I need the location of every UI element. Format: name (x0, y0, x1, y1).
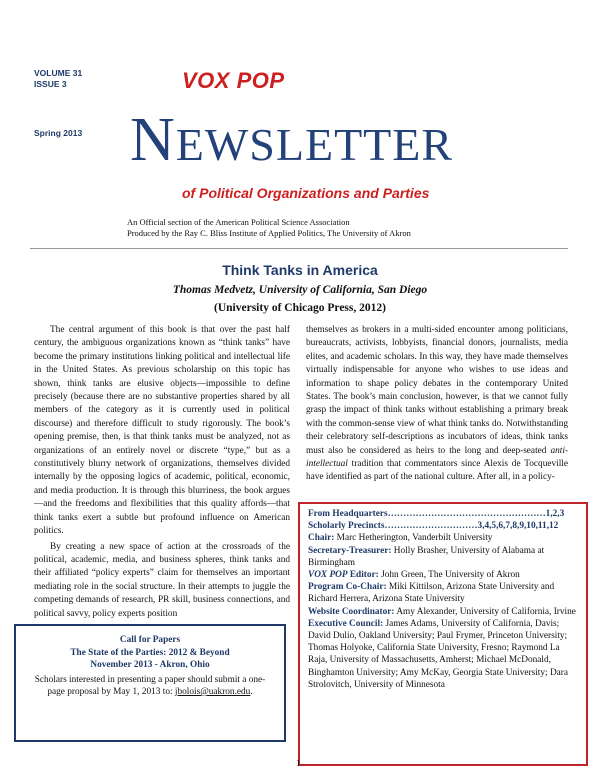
cfp-body-end: . (250, 687, 253, 697)
article-paragraph: The central argument of this book is that over the past half century, the ambiguous organizations known as “think tanks” have become the primary institutions linking political and intellectual life in the United States. As previous scholarship on this topic has shown, think tanks are elusive objects—impossible to define precisely (because there are no substantive properties shared by all members of the category as it is currently used in political discourse) and therefore difficult to study rigorously. The book’s opening premise, then, is that think tanks must be analyzed, not as organizations of an entirely novel or discrete “type,” but as a constitutively blurry network of organizations, themselves divided internally by the opposing logics of academic, political, economic, and media production. It is through this blurriness, the book argues—and the freedoms and flexibilities that this quality affords—that think tanks exert a subtle but profound influence on American politics. (34, 325, 290, 537)
official-section-note (127, 217, 411, 239)
officer-secretary-treasurer (308, 545, 578, 569)
cfp-email-link[interactable]: jbolois@uakron.edu (174, 687, 251, 697)
newsletter-rest: EWSLETTER (175, 119, 454, 170)
officer-role: Secretary-Treasurer: (308, 545, 392, 556)
article-publisher: (University of Chicago Press, 2012) (214, 302, 386, 314)
vox-pop-title: VOX POP (182, 68, 285, 93)
officer-executive-council (308, 618, 578, 691)
official-line-2: Produced by the Ray C. Bliss Institute of Applied Politics, The University of Akron (127, 228, 411, 238)
toc-entry-headquarters[interactable] (308, 508, 578, 520)
toc-pages: 3,4,5,6,7,8,9,10,11,12 (477, 521, 559, 532)
officer-editor (308, 569, 578, 581)
officer-names: John Green, The University of Akron (381, 570, 520, 581)
cfp-event: The State of the Parties: 2012 & Beyond (70, 647, 230, 658)
officer-chair (308, 532, 578, 544)
toc-label: Scholarly Precincts (308, 521, 385, 532)
officer-names: Amy Alexander, University of California, Irvine (396, 606, 576, 617)
toc-leader: ………………………… (384, 521, 478, 532)
cfp-date-place: November 2013 - Akron, Ohio (90, 660, 210, 670)
officer-names: James Adams, University of California, Davis; David Dulio, Oakland University; Paul Frymer, Princeton University; Thomas Holyoke, California State University, Fresno; Raymond La Raja, University of Massachusetts, Amherst; Michael McDonald, Binghamton University; Amy McKay, Georgia State University; Dara Strolovitch, University of Minnesota (308, 618, 569, 690)
right-text-italic: anti-intellectual (306, 445, 568, 470)
officer-role-italic: VOX POP (308, 570, 348, 581)
officer-role: Executive Council: (308, 618, 384, 629)
cfp-heading: Call for Papers (119, 635, 181, 645)
officer-names: Marc Hetherington, Vanderbilt University (336, 533, 493, 544)
officer-role: Website Coordinator: (308, 606, 395, 617)
newsletter-title (130, 108, 453, 177)
officer-role: Program Co-Chair: (308, 582, 387, 593)
newsletter-subtitle: of Political Organizations and Parties (182, 185, 430, 201)
issue-label: ISSUE 3 (34, 79, 67, 89)
masthead-divider (30, 248, 568, 249)
article-paragraph-continued (306, 324, 568, 485)
officer-website-coordinator (308, 606, 578, 618)
cfp-body-text: Scholars interested in presenting a paper should submit a one-page proposal by May 1, 2013 to: (34, 674, 266, 697)
officer-names: Miki Kittilson, Arizona State University and Richard Herrera, Arizona State University (308, 582, 555, 605)
officer-names: Holly Brasher, University of Alabama at Birmingham (308, 545, 545, 568)
article-column-right (306, 324, 568, 485)
toc-leader: …………………………………………… (387, 509, 546, 519)
toc-entry-scholarly-precincts[interactable] (308, 520, 578, 532)
cfp-body (26, 674, 274, 699)
officer-program-co-chair (308, 581, 578, 605)
article-title: Think Tanks in America (222, 262, 378, 278)
volume-label: VOLUME 31 (34, 68, 83, 78)
officer-role: Chair: (308, 533, 335, 544)
page-number: 1 (296, 758, 301, 768)
article-paragraph: By creating a new space of action at the crossroads of the political, academic, media, and business spheres, think tanks and their affiliated “policy experts” claim for themselves an important mediating role in the social structure. In their attempts to juggle the competing demands of research, PR skill, business connections, and political savvy, policy experts position (34, 541, 290, 619)
article-author: Thomas Medvetz, University of California, San Diego (172, 284, 428, 296)
toc-pages: 1,2,3 (545, 509, 565, 519)
officer-role-rest: Editor: (347, 570, 379, 581)
right-text-start: themselves as brokers in a multi-sided encounter among politicians, bureaucrats, activists, lobbyists, financial donors, journalists, media elites, and academic scholars. In this way, they have made themselves virtually indispensable for anyone who wishes to use ideas and information to shape policy debates in the contemporary United States. The book’s main conclusion, however, is that we cannot fully grasp the impact of think tanks without establishing a primary break with the common-sense view of what think tanks do. Notwithstanding their celebratory self-descriptions as incubators of ideas, think tanks must also be considered as heirs to the long and deep-seated (306, 325, 568, 456)
section-info-box (298, 502, 588, 766)
toc-label: From Headquarters (308, 509, 388, 519)
officer-role (308, 570, 379, 580)
article-column-left (34, 324, 290, 621)
call-for-papers-box (14, 624, 286, 742)
right-text-end: tradition that commentators since Alexis de Tocqueville have identified as part of the national culture. After all, in a policy- (306, 459, 568, 483)
official-line-1: An Official section of the American Political Science Association (127, 217, 350, 227)
newsletter-cap: N (130, 106, 176, 174)
volume-issue (34, 68, 82, 90)
season-label: Spring 2013 (34, 128, 83, 138)
